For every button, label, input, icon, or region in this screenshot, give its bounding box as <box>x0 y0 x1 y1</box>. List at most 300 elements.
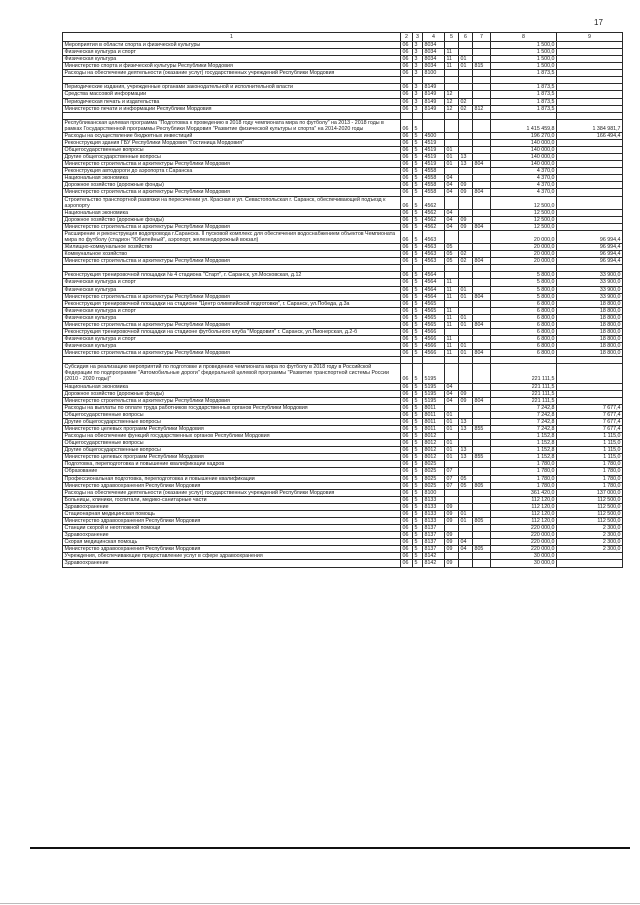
item-name-cell: Национальная экономика <box>63 209 401 216</box>
code-cell: 05 <box>445 251 459 258</box>
code-cell <box>473 168 491 175</box>
item-name-cell: Мероприятия в области спорта и физической культуры <box>63 42 401 49</box>
amount-2014-cell: 20 000,0 <box>491 258 557 265</box>
amount-2014-cell: 4 370,0 <box>491 182 557 189</box>
code-cell: 4562 <box>423 196 445 209</box>
item-name-cell: Станции скорой и неотложной помощи <box>63 525 401 532</box>
amount-2015-cell: 18 800,0 <box>557 350 623 357</box>
code-cell <box>413 357 423 364</box>
item-name-cell: Стационарная медицинская помощь <box>63 510 401 517</box>
code-cell: 5 <box>413 189 423 196</box>
code-cell: 5 <box>413 314 423 321</box>
amount-2015-cell <box>557 139 623 146</box>
table-row <box>63 321 623 328</box>
code-cell: 4566 <box>423 336 445 343</box>
code-cell <box>473 119 491 132</box>
code-cell <box>473 468 491 475</box>
item-name-cell: Министерство строительства и архитектуры Республики Мордовия <box>63 350 401 357</box>
amount-2015-cell <box>557 161 623 168</box>
code-cell: 06 <box>401 496 413 503</box>
code-cell <box>459 196 473 209</box>
code-cell: 01 <box>445 418 459 425</box>
code-cell: 06 <box>401 321 413 328</box>
code-cell: 13 <box>459 454 473 461</box>
code-cell: 5 <box>413 336 423 343</box>
code-cell: 804 <box>473 189 491 196</box>
code-cell: 4519 <box>423 139 445 146</box>
code-cell: 5 <box>413 230 423 243</box>
code-cell <box>459 503 473 510</box>
amount-2014-cell: 7 242,8 <box>491 404 557 411</box>
code-cell <box>445 461 459 468</box>
code-cell <box>459 404 473 411</box>
amount-2015-cell <box>557 216 623 223</box>
amount-2015-cell: 112 500,0 <box>557 510 623 517</box>
code-cell: 06 <box>401 383 413 390</box>
code-cell <box>445 300 459 307</box>
amount-2015-cell: 137 000,0 <box>557 489 623 496</box>
code-cell: 4500 <box>423 132 445 139</box>
code-cell: 09 <box>459 216 473 223</box>
spacer-row <box>63 112 623 119</box>
code-cell: 04 <box>445 390 459 397</box>
code-cell: 06 <box>401 518 413 525</box>
amount-2015-cell <box>557 223 623 230</box>
code-cell: 09 <box>445 546 459 553</box>
code-cell <box>445 139 459 146</box>
item-name-cell: Физическая культура и спорт <box>63 279 401 286</box>
item-name-cell: Министерство целевых программ Республики Мордовия <box>63 454 401 461</box>
item-name-cell: Скорая медицинская помощь <box>63 539 401 546</box>
item-name-cell: Коммунальное хозяйство <box>63 251 401 258</box>
code-cell: 04 <box>445 397 459 404</box>
amount-2014-cell: 220 000,0 <box>491 546 557 553</box>
table-row <box>63 189 623 196</box>
code-cell <box>459 525 473 532</box>
amount-2014-cell: 1 152,8 <box>491 433 557 440</box>
item-name-cell <box>63 77 401 84</box>
amount-2015-cell <box>557 196 623 209</box>
amount-2015-cell <box>557 77 623 84</box>
code-cell <box>459 70 473 77</box>
amount-2015-cell <box>557 98 623 105</box>
table-row <box>63 510 623 517</box>
item-name-cell: Расходы на осуществление бюджетных инвестиций <box>63 132 401 139</box>
code-cell: 06 <box>401 223 413 230</box>
code-cell <box>459 132 473 139</box>
table-row <box>63 314 623 321</box>
code-cell: 4558 <box>423 189 445 196</box>
table-row <box>63 105 623 112</box>
amount-2014-cell: 140 000,0 <box>491 161 557 168</box>
code-cell: 805 <box>473 546 491 553</box>
code-cell: 5 <box>413 272 423 279</box>
amount-2014-cell: 221 111,5 <box>491 364 557 383</box>
code-cell: 01 <box>445 147 459 154</box>
code-cell <box>473 411 491 418</box>
code-cell: 8137 <box>423 532 445 539</box>
code-cell: 5 <box>413 461 423 468</box>
code-cell: 8133 <box>423 518 445 525</box>
code-cell <box>459 139 473 146</box>
code-cell <box>473 418 491 425</box>
code-cell: 01 <box>459 286 473 293</box>
item-name-cell: Министерство строительства и архитектуры Республики Мордовия <box>63 223 401 230</box>
code-cell: 5 <box>413 209 423 216</box>
code-cell <box>445 404 459 411</box>
code-cell: 8012 <box>423 454 445 461</box>
code-cell: 06 <box>401 503 413 510</box>
table-row <box>63 482 623 489</box>
code-cell: 5 <box>413 454 423 461</box>
item-name-cell: Физическая культура и спорт <box>63 49 401 56</box>
amount-2015-cell: 1 384 981,7 <box>557 119 623 132</box>
amount-2015-cell: 1 780,0 <box>557 482 623 489</box>
table-row <box>63 98 623 105</box>
item-name-cell <box>63 265 401 272</box>
table-row <box>63 286 623 293</box>
code-cell: 5 <box>413 154 423 161</box>
amount-2015-cell <box>557 265 623 272</box>
code-cell <box>473 489 491 496</box>
code-cell: 06 <box>401 314 413 321</box>
table-row <box>63 139 623 146</box>
budget-table <box>62 32 623 568</box>
scan-edge <box>0 903 640 904</box>
code-cell: 8137 <box>423 546 445 553</box>
amount-2014-cell: 6 800,0 <box>491 300 557 307</box>
code-cell <box>445 265 459 272</box>
amount-2014-cell: 1 780,0 <box>491 461 557 468</box>
code-cell: 5 <box>413 411 423 418</box>
amount-2014-cell: 20 000,0 <box>491 230 557 243</box>
item-name-cell: Здравоохранение <box>63 503 401 510</box>
table-row <box>63 49 623 56</box>
amount-2014-cell: 7 242,8 <box>491 425 557 432</box>
amount-2014-cell: 5 800,0 <box>491 272 557 279</box>
code-cell: 04 <box>445 216 459 223</box>
item-name-cell: Министерство спорта и физической культуры Республики Мордовия <box>63 63 401 70</box>
code-cell: 855 <box>473 454 491 461</box>
code-cell: 06 <box>401 418 413 425</box>
code-cell: 09 <box>459 390 473 397</box>
code-cell <box>473 154 491 161</box>
amount-2015-cell <box>557 397 623 404</box>
code-cell: 06 <box>401 209 413 216</box>
amount-2014-cell: 1 873,5 <box>491 84 557 91</box>
code-cell: 01 <box>459 293 473 300</box>
amount-2015-cell: 96 994,4 <box>557 244 623 251</box>
code-cell: 8012 <box>423 447 445 454</box>
code-cell: 06 <box>401 189 413 196</box>
code-cell: 06 <box>401 404 413 411</box>
item-name-cell: Министерство строительства и архитектуры Республики Мордовия <box>63 189 401 196</box>
code-cell <box>459 112 473 119</box>
code-cell: 11 <box>445 321 459 328</box>
amount-2015-cell: 7 677,4 <box>557 418 623 425</box>
code-cell: 05 <box>445 258 459 265</box>
code-cell: 04 <box>445 223 459 230</box>
code-cell: 06 <box>401 336 413 343</box>
code-cell <box>473 91 491 98</box>
item-name-cell: Реконструкция тренировочной площадки на стадионе футбольного клуба "Мордовия" г. Саранск, ул.Пионерская, д.2-б <box>63 328 401 335</box>
code-cell: 04 <box>445 189 459 196</box>
code-cell: 01 <box>445 425 459 432</box>
code-cell <box>473 42 491 49</box>
code-cell: 8012 <box>423 440 445 447</box>
code-cell: 5 <box>413 546 423 553</box>
code-cell <box>459 147 473 154</box>
code-cell: 5 <box>413 390 423 397</box>
code-cell: 04 <box>459 539 473 546</box>
table-row <box>63 154 623 161</box>
amount-2015-cell <box>557 560 623 567</box>
table-row <box>63 383 623 390</box>
item-name-cell: Министерство строительства и архитектуры Республики Мордовия <box>63 293 401 300</box>
code-cell: 5 <box>413 223 423 230</box>
table-row <box>63 546 623 553</box>
amount-2015-cell: 96 994,4 <box>557 230 623 243</box>
code-cell: 5 <box>413 440 423 447</box>
code-cell: 8011 <box>423 411 445 418</box>
table-row <box>63 216 623 223</box>
code-cell: 5 <box>413 244 423 251</box>
item-name-cell: Национальная экономика <box>63 175 401 182</box>
table-row <box>63 119 623 132</box>
code-cell <box>445 230 459 243</box>
code-cell: 5 <box>413 258 423 265</box>
code-cell: 06 <box>401 196 413 209</box>
code-cell: 5195 <box>423 397 445 404</box>
code-cell: 8034 <box>423 56 445 63</box>
code-cell: 3 <box>413 84 423 91</box>
code-cell: 8011 <box>423 404 445 411</box>
code-cell: 4563 <box>423 230 445 243</box>
code-cell: 8149 <box>423 91 445 98</box>
amount-2015-cell: 1 115,0 <box>557 454 623 461</box>
header-cell: 5 <box>445 33 459 42</box>
code-cell <box>401 77 413 84</box>
code-cell <box>473 147 491 154</box>
table-row <box>63 532 623 539</box>
item-name-cell: Физическая культура <box>63 56 401 63</box>
header-cell: 7 <box>473 33 491 42</box>
code-cell <box>445 489 459 496</box>
item-name-cell: Реконструкция здания ГБУ Республики Мордовия "Гостиница Мордовия" <box>63 139 401 146</box>
code-cell <box>445 119 459 132</box>
table-row <box>63 518 623 525</box>
amount-2014-cell: 1 500,0 <box>491 49 557 56</box>
amount-2014-cell: 140 000,0 <box>491 139 557 146</box>
amount-2015-cell <box>557 91 623 98</box>
code-cell <box>459 433 473 440</box>
amount-2015-cell: 7 677,4 <box>557 425 623 432</box>
amount-2014-cell: 6 800,0 <box>491 350 557 357</box>
code-cell: 06 <box>401 461 413 468</box>
code-cell <box>459 496 473 503</box>
amount-2014-cell: 4 370,0 <box>491 168 557 175</box>
code-cell <box>473 496 491 503</box>
item-name-cell: Физическая культура <box>63 314 401 321</box>
amount-2015-cell <box>557 147 623 154</box>
code-cell <box>473 383 491 390</box>
item-name-cell: Строительство транспортной развязки на пересечении ул. Красная и ул. Севастопольская г. Саранск, обеспечивающей подъезд к аэропорту <box>63 196 401 209</box>
code-cell: 5195 <box>423 364 445 383</box>
code-cell: 11 <box>445 286 459 293</box>
code-cell: 5 <box>413 328 423 335</box>
item-name-cell: Расходы на обеспечение функций государственных органов Республики Мордовия <box>63 433 401 440</box>
amount-2015-cell: 96 994,4 <box>557 251 623 258</box>
code-cell <box>459 244 473 251</box>
code-cell: 13 <box>459 418 473 425</box>
amount-2015-cell: 1 780,0 <box>557 468 623 475</box>
code-cell: 8137 <box>423 539 445 546</box>
table-row <box>63 418 623 425</box>
amount-2015-cell: 1 115,0 <box>557 433 623 440</box>
spacer-row <box>63 357 623 364</box>
code-cell: 04 <box>445 182 459 189</box>
amount-2015-cell <box>557 105 623 112</box>
amount-2015-cell: 112 500,0 <box>557 503 623 510</box>
amount-2014-cell: 140 000,0 <box>491 154 557 161</box>
code-cell: 06 <box>401 440 413 447</box>
amount-2014-cell: 361 420,0 <box>491 489 557 496</box>
code-cell <box>473 433 491 440</box>
amount-2014-cell: 220 000,0 <box>491 532 557 539</box>
amount-2015-cell <box>557 112 623 119</box>
amount-2015-cell <box>557 49 623 56</box>
amount-2015-cell: 18 800,0 <box>557 300 623 307</box>
table-row <box>63 196 623 209</box>
amount-2014-cell: 220 000,0 <box>491 539 557 546</box>
code-cell: 06 <box>401 475 413 482</box>
code-cell: 06 <box>401 390 413 397</box>
code-cell: 13 <box>459 161 473 168</box>
amount-2015-cell <box>557 70 623 77</box>
table-row <box>63 336 623 343</box>
table-row <box>63 91 623 98</box>
code-cell: 13 <box>459 154 473 161</box>
code-cell <box>459 91 473 98</box>
code-cell <box>459 279 473 286</box>
code-cell: 13 <box>459 425 473 432</box>
code-cell <box>473 77 491 84</box>
code-cell: 11 <box>445 279 459 286</box>
amount-2014-cell: 221 111,5 <box>491 390 557 397</box>
table-row <box>63 182 623 189</box>
item-name-cell: Расходы на обеспечение деятельности (оказание услуг) государственных учреждений Республики Мордовия <box>63 70 401 77</box>
amount-2014-cell: 5 800,0 <box>491 293 557 300</box>
code-cell: 06 <box>401 258 413 265</box>
code-cell: 4562 <box>423 209 445 216</box>
code-cell <box>445 42 459 49</box>
item-name-cell: Субсидия на реализацию мероприятий по подготовке и проведению чемпионата мира по футболу в 2018 году в Российской Федерации по подпрограмме "Автомобильные дороги" федеральной целевой программы "Развитие транспортной системы России (2010 - 2020 годы)" <box>63 364 401 383</box>
code-cell: 8034 <box>423 49 445 56</box>
table-row <box>63 70 623 77</box>
code-cell <box>473 98 491 105</box>
code-cell: 8025 <box>423 475 445 482</box>
code-cell <box>459 49 473 56</box>
item-name-cell: Реконструкция автодороги до аэропорта г.Саранска <box>63 168 401 175</box>
code-cell: 5 <box>413 518 423 525</box>
code-cell: 8142 <box>423 553 445 560</box>
code-cell <box>473 390 491 397</box>
item-name-cell: Расходы на выплаты по оплате труда работников государственных органов Республики Мордовия <box>63 404 401 411</box>
code-cell <box>459 77 473 84</box>
item-name-cell: Периодические издания, учрежденные органами законодательной и исполнительной власти <box>63 84 401 91</box>
code-cell: 06 <box>401 525 413 532</box>
code-cell <box>473 265 491 272</box>
code-cell: 09 <box>445 510 459 517</box>
code-cell: 11 <box>445 49 459 56</box>
code-cell: 5 <box>413 468 423 475</box>
amount-2015-cell: 166 494,4 <box>557 132 623 139</box>
table-row <box>63 468 623 475</box>
code-cell <box>445 553 459 560</box>
amount-2014-cell: 6 800,0 <box>491 307 557 314</box>
amount-2014-cell <box>491 77 557 84</box>
code-cell: 06 <box>401 132 413 139</box>
item-name-cell: Физическая культура и спорт <box>63 307 401 314</box>
code-cell: 3 <box>413 70 423 77</box>
amount-2014-cell: 20 000,0 <box>491 244 557 251</box>
code-cell: 02 <box>459 251 473 258</box>
table-row <box>63 343 623 350</box>
amount-2015-cell: 18 800,0 <box>557 328 623 335</box>
amount-2014-cell: 1 152,8 <box>491 447 557 454</box>
code-cell: 8025 <box>423 468 445 475</box>
code-cell: 5 <box>413 539 423 546</box>
header-cell: 1 <box>63 33 401 42</box>
code-cell: 04 <box>445 383 459 390</box>
table-row <box>63 404 623 411</box>
code-cell <box>473 510 491 517</box>
code-cell: 5 <box>413 279 423 286</box>
amount-2015-cell <box>557 390 623 397</box>
code-cell: 3 <box>413 98 423 105</box>
amount-2014-cell: 6 800,0 <box>491 321 557 328</box>
amount-2015-cell: 7 677,4 <box>557 411 623 418</box>
amount-2015-cell: 33 900,0 <box>557 279 623 286</box>
code-cell <box>473 230 491 243</box>
code-cell: 06 <box>401 300 413 307</box>
code-cell: 5 <box>413 496 423 503</box>
code-cell: 5 <box>413 139 423 146</box>
amount-2015-cell <box>557 383 623 390</box>
amount-2014-cell: 4 370,0 <box>491 175 557 182</box>
code-cell: 4519 <box>423 161 445 168</box>
code-cell: 06 <box>401 286 413 293</box>
code-cell: 5 <box>413 447 423 454</box>
amount-2014-cell: 6 800,0 <box>491 328 557 335</box>
code-cell: 01 <box>445 411 459 418</box>
code-cell <box>445 364 459 383</box>
item-name-cell: Физическая культура <box>63 286 401 293</box>
table-row <box>63 461 623 468</box>
code-cell <box>459 383 473 390</box>
amount-2014-cell: 221 111,5 <box>491 397 557 404</box>
code-cell <box>445 433 459 440</box>
code-cell <box>473 525 491 532</box>
code-cell: 09 <box>445 503 459 510</box>
table-row <box>63 132 623 139</box>
code-cell <box>473 461 491 468</box>
table-row <box>63 489 623 496</box>
amount-2014-cell: 1 500,0 <box>491 42 557 49</box>
amount-2014-cell: 1 415 459,8 <box>491 119 557 132</box>
code-cell <box>445 525 459 532</box>
code-cell: 4566 <box>423 328 445 335</box>
